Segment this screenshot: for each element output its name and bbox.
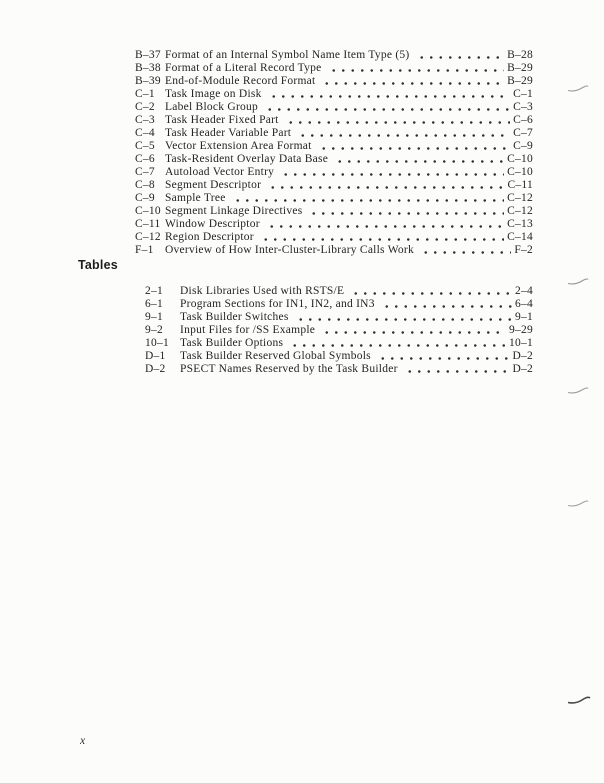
entry-page: 10–1 — [509, 337, 533, 349]
entry-page: C–6 — [513, 114, 533, 126]
scan-artifact-mark — [566, 84, 590, 93]
entry-title: Task Builder Switches — [180, 311, 289, 323]
tables-heading: Tables — [78, 258, 118, 272]
toc-entry — [135, 192, 533, 205]
dot-leader — [259, 231, 504, 244]
entry-title: Segment Descriptor — [165, 179, 262, 191]
entry-page: C–3 — [513, 101, 533, 113]
toc-entry — [135, 49, 533, 62]
dot-leader — [317, 140, 511, 153]
dot-leader — [265, 218, 504, 231]
entry-number: 2–1 — [145, 285, 163, 297]
dot-leader — [266, 179, 504, 192]
entry-page: B–29 — [507, 62, 533, 74]
toc-entry — [135, 75, 533, 88]
entry-title: Task Builder Reserved Global Symbols — [180, 350, 371, 362]
entry-page: B–28 — [507, 49, 533, 61]
dot-leader — [320, 324, 506, 337]
dot-leader — [284, 114, 510, 127]
entry-number: C–7 — [135, 166, 155, 178]
entry-number: C–11 — [135, 218, 161, 230]
entry-page: C–12 — [507, 192, 533, 204]
entry-number: C–3 — [135, 114, 155, 126]
entry-title: Region Descriptor — [165, 231, 254, 243]
entry-title: Format of an Internal Symbol Name Item Type (5) — [165, 49, 410, 61]
dot-leader — [415, 49, 505, 62]
entry-number: C–4 — [135, 127, 155, 139]
toc-entry — [135, 179, 533, 192]
toc-entry — [135, 62, 533, 75]
entry-page: C–11 — [507, 179, 533, 191]
toc-entry — [135, 218, 533, 231]
entry-title: Disk Libraries Used with RSTS/E — [180, 285, 345, 297]
entry-title: Label Block Group — [165, 101, 259, 113]
entry-page: 9–29 — [509, 324, 533, 336]
entry-page: C–14 — [507, 231, 533, 243]
page-number-footer: x — [80, 735, 86, 747]
entry-title: Segment Linkage Directives — [165, 205, 303, 217]
entry-number: B–38 — [135, 62, 161, 74]
entry-number: B–37 — [135, 49, 161, 61]
entry-number: 6–1 — [145, 298, 163, 310]
entry-page: C–13 — [507, 218, 533, 230]
dot-leader — [320, 75, 504, 88]
entry-title: Task Header Variable Part — [165, 127, 292, 139]
entry-page: C–10 — [507, 153, 533, 165]
scan-artifact-mark — [566, 499, 590, 508]
entry-number: C–9 — [135, 192, 155, 204]
toc-entry — [145, 285, 533, 298]
entry-title: Autoload Vector Entry — [165, 166, 275, 178]
entry-number: D–2 — [145, 363, 166, 375]
entry-page: C–7 — [513, 127, 533, 139]
entry-number: 9–1 — [145, 311, 163, 323]
toc-entry — [145, 298, 533, 311]
dot-leader — [279, 166, 504, 179]
toc-entry — [135, 205, 533, 218]
toc-entry — [145, 324, 533, 337]
dot-leader — [263, 101, 510, 114]
entry-number: 10–1 — [145, 337, 169, 349]
entry-number: C–8 — [135, 179, 155, 191]
dot-leader — [349, 285, 512, 298]
toc-entry — [135, 88, 533, 101]
entry-page: F–2 — [514, 244, 533, 256]
entry-page: D–2 — [512, 350, 533, 362]
entry-title: Program Sections for IN1, IN2, and IN3 — [180, 298, 375, 310]
entry-title: Format of a Literal Record Type — [165, 62, 322, 74]
entry-page: 6–4 — [515, 298, 533, 310]
scan-artifact-mark — [566, 695, 592, 705]
entry-number: C–5 — [135, 140, 155, 152]
toc-entry — [145, 350, 533, 363]
dot-leader — [376, 350, 510, 363]
entry-page: C–9 — [513, 140, 533, 152]
scan-artifact-mark — [566, 277, 590, 286]
entry-title: PSECT Names Reserved by the Task Builder — [180, 363, 398, 375]
entry-page: C–12 — [507, 205, 533, 217]
dot-leader — [294, 311, 512, 324]
dot-leader — [307, 205, 504, 218]
entry-page: C–10 — [507, 166, 533, 178]
entry-title: Window Descriptor — [165, 218, 260, 230]
entry-page: 9–1 — [515, 311, 533, 323]
entry-title: Sample Tree — [165, 192, 226, 204]
entry-title: Vector Extension Area Format — [165, 140, 312, 152]
toc-entry — [135, 140, 533, 153]
entry-page: D–2 — [512, 363, 533, 375]
entry-number: C–1 — [135, 88, 155, 100]
toc-entry — [135, 153, 533, 166]
dot-leader — [327, 62, 505, 75]
toc-entry — [145, 363, 533, 376]
entry-title: Task Header Fixed Part — [165, 114, 279, 126]
tables-list — [145, 285, 533, 376]
toc-entry — [135, 114, 533, 127]
toc-entry — [135, 127, 533, 140]
entry-title: Input Files for /SS Example — [180, 324, 316, 336]
dot-leader — [267, 88, 510, 101]
entry-title: Overview of How Inter-Cluster-Library Calls Work — [165, 244, 414, 256]
dot-leader — [296, 127, 510, 140]
entry-number: F–1 — [135, 244, 154, 256]
entry-title: End-of-Module Record Format — [165, 75, 316, 87]
dot-leader — [288, 337, 506, 350]
toc-entry — [135, 231, 533, 244]
entry-page: 2–4 — [515, 285, 533, 297]
dot-leader — [380, 298, 512, 311]
toc-entry — [135, 166, 533, 179]
dot-leader — [333, 153, 504, 166]
entry-number: C–2 — [135, 101, 155, 113]
dot-leader — [231, 192, 505, 205]
toc-entry — [135, 244, 533, 257]
toc-entry — [145, 311, 533, 324]
entry-number: C–6 — [135, 153, 155, 165]
dot-leader — [403, 363, 510, 376]
entry-number: D–1 — [145, 350, 166, 362]
entry-page: B–29 — [507, 75, 533, 87]
entry-page: C–1 — [513, 88, 533, 100]
entry-number: B–39 — [135, 75, 161, 87]
entry-title: Task-Resident Overlay Data Base — [165, 153, 329, 165]
entry-number: 9–2 — [145, 324, 163, 336]
figures-list — [135, 49, 533, 257]
toc-entry — [145, 337, 533, 350]
scan-artifact-mark — [566, 386, 590, 395]
entry-number: C–12 — [135, 231, 161, 243]
entry-title: Task Builder Options — [180, 337, 284, 349]
entry-title: Task Image on Disk — [165, 88, 262, 100]
dot-leader — [419, 244, 511, 257]
toc-entry — [135, 101, 533, 114]
entry-number: C–10 — [135, 205, 161, 217]
